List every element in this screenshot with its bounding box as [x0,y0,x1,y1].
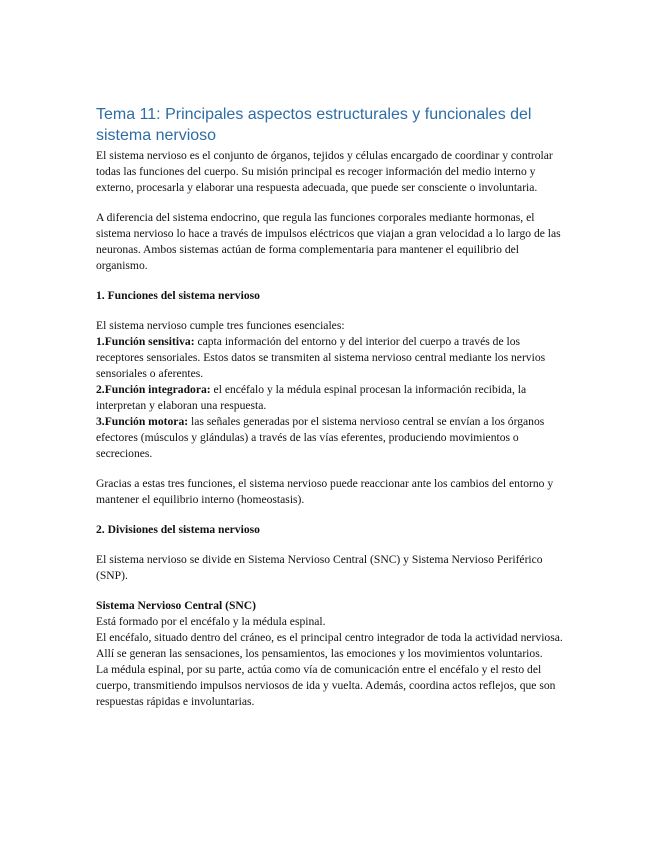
spacer [96,274,566,288]
function-item-text: el encéfalo y la médula espinal procesan la información recibida, la interpretan y elaboran una respuesta. [96,383,527,412]
spacer [96,538,566,552]
document-title: Tema 11: Principales aspectos estructurales y funcionales del sistema nervioso [96,106,532,144]
function-item-text: capta información del entorno y del interior del cuerpo a través de los receptores sensoriales. Estos datos se transmiten al sistema nervioso central mediante los nervios sensoriales o aferentes. [96,335,546,380]
document-page [96,104,566,710]
snc-paragraph-1: Está formado por el encéfalo y la médula espinal. [96,615,326,628]
function-item [96,334,566,382]
spacer [96,462,566,476]
function-item [96,382,566,414]
function-item-text: las señales generadas por el sistema nervioso central se envían a los órganos efectores (músculos y glándulas) a través de las vías eferentes, produciendo movimientos o secreciones. [96,415,545,460]
function-item [96,414,566,462]
section-heading-functions: 1. Funciones del sistema nervioso [96,289,260,302]
snc-paragraph-2: El encéfalo, situado dentro del cráneo, es el principal centro integrador de toda la actividad nerviosa. Allí se generan las sensaciones, los pensamientos, las emociones y los movimientos voluntarios. [96,631,563,660]
spacer [96,196,566,210]
spacer [96,304,566,318]
snc-paragraph-3: La médula espinal, por su parte, actúa como vía de comunicación entre el encéfalo y el resto del cuerpo, transmitiendo impulsos nerviosos de ida y vuelta. Además, coordina actos reflejos, que son respuestas rápidas e involuntarias. [96,663,556,708]
snc-heading: Sistema Nervioso Central (SNC) [96,599,257,612]
function-item-label: 1.Función sensitiva: [96,335,195,348]
intro-paragraph-1: El sistema nervioso es el conjunto de órganos, tejidos y células encargado de coordinar y controlar todas las funciones del cuerpo. Su misión principal es recoger información del medio interno y externo, procesarla y elaborar una respuesta adecuada, que puede ser consciente o involuntaria. [96,149,553,194]
function-item-label: 3.Función motora: [96,415,189,428]
divisions-lead: El sistema nervioso se divide en Sistema Nervioso Central (SNC) y Sistema Nervioso Periférico (SNP). [96,553,543,582]
spacer [96,584,566,598]
section-heading-divisions: 2. Divisiones del sistema nervioso [96,523,260,536]
spacer [96,508,566,522]
functions-lead: El sistema nervioso cumple tres funciones esenciales: [96,319,345,332]
function-item-label: 2.Función integradora: [96,383,211,396]
functions-closing: Gracias a estas tres funciones, el sistema nervioso puede reaccionar ante los cambios del entorno y mantener el equilibrio interno (homeostasis). [96,477,554,506]
intro-paragraph-2: A diferencia del sistema endocrino, que regula las funciones corporales mediante hormonas, el sistema nervioso lo hace a través de impulsos eléctricos que viajan a gran velocidad a lo largo de las neuronas. Ambos sistemas actúan de forma complementaria para mantener el equilibrio del organismo. [96,211,561,272]
